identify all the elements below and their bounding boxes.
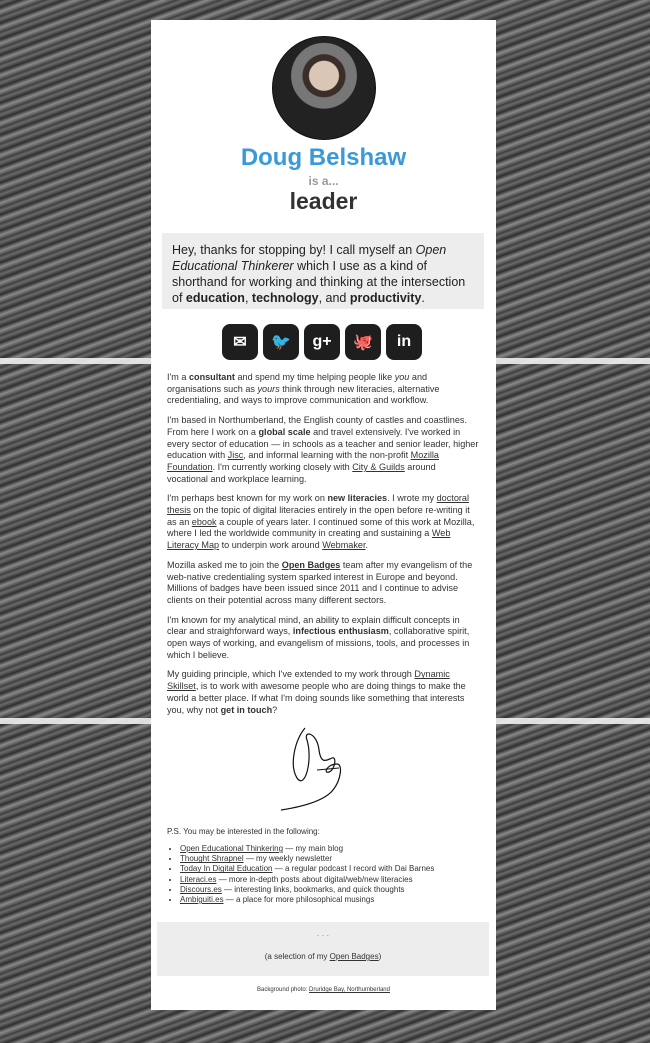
ebook-link[interactable]: ebook xyxy=(191,516,217,527)
bio-text xyxy=(167,372,479,724)
bio-paragraph: My guiding principle, which I've extended to my work through Dynamic Skillset, is to work with awesome people who are doing things to make the world a better place. If what I'm doing sounds like something that interests you, why not get in touch? xyxy=(167,669,466,715)
bio-paragraph: I'm known for my analytical mind, an ability to explain difficult concepts in clear and straighforward ways, infectious enthusiasm, collaborative spirit, open ways of working, and evangelism of missions, tools, and processes in which I believe. xyxy=(167,614,470,660)
list-item: • Discours.es — interesting links, bookmarks, and quick thoughts xyxy=(180,885,480,895)
signature xyxy=(277,720,357,815)
background-photo-link[interactable]: Druridge Bay, Northumberland xyxy=(309,987,390,993)
intro-text: Hey, thanks for stopping by! I call myself an xyxy=(172,243,416,257)
profile-card xyxy=(151,20,496,1010)
github-icon[interactable]: 🐙 xyxy=(345,324,381,360)
list-item: • Ambiguiti.es — a place for more philosophical musings xyxy=(180,895,480,905)
bio-paragraph: I'm perhaps best known for my work on new literacies. I wrote my doctoral thesis on the topic of digital literacies entirely in the open before re-writing it as an ebook a couple of years later. I continued some of this work at Mozilla, where I led the worldwide community in creating and sustaining a Web Literacy Map to underpin work around Webmaker. xyxy=(167,493,475,551)
open-badges-link[interactable]: Open Badges xyxy=(281,559,341,570)
background-credit: Background photo: Druridge Bay, Northumberland xyxy=(257,987,390,993)
email-icon[interactable]: ✉ xyxy=(222,324,258,360)
selection-caption: (a selection of my Open Badges) xyxy=(264,952,382,961)
list-item: • Literaci.es — more in-depth posts about digital/web/new literacies xyxy=(180,875,480,885)
badges-selection xyxy=(157,922,489,976)
linkedin-icon[interactable]: in xyxy=(386,324,422,360)
link-thought-shrapnel[interactable]: Thought Shrapnel xyxy=(180,854,244,864)
link-today-in-digital-education[interactable]: Today In Digital Education xyxy=(180,864,273,874)
city-guilds-link[interactable]: City & Guilds xyxy=(352,461,405,472)
link-open-educational-thinkering[interactable]: Open Educational Thinkering xyxy=(180,844,284,853)
is-a-label: is a... xyxy=(308,174,339,188)
google-plus-icon[interactable]: g+ xyxy=(304,324,340,360)
bio-paragraph: Mozilla asked me to join the Open Badges team after my evangelism of the web-native credentialing system sparked interest in Europe and beyond. Millions of badges have been issued since 2011 and I continue to advise clients on their potential across many different sectors. xyxy=(167,559,473,605)
list-item: • Open Educational Thinkering — my main blog xyxy=(180,844,480,854)
role-text: leader xyxy=(289,188,358,214)
jisc-link[interactable]: Jisc xyxy=(227,450,244,461)
intro-text: , xyxy=(244,291,252,305)
ps-text: P.S. You may be interested in the following: xyxy=(167,827,320,836)
open-badges-selection-link[interactable]: Open Badges xyxy=(329,952,379,961)
intro-text: , and xyxy=(318,291,350,305)
intro-bold: education xyxy=(185,291,245,305)
intro-emphasis: Open Educational Thinkerer xyxy=(172,243,447,273)
related-links xyxy=(167,844,480,905)
link-literacies[interactable]: Literaci.es xyxy=(180,874,217,884)
bio-paragraph: I'm based in Northumberland, the English county of castles and coastlines. From here I work on a global scale and travel extensively. I've worked in every sector of education — in schools as a teacher and senior leader, higher education with Jisc, and informal learning with the non-profit Mozilla Foundation. I'm currently working closely with City & Guilds around vocational and workplace learning. xyxy=(167,415,479,484)
social-links xyxy=(222,324,422,360)
web-literacy-map-link[interactable]: Web Literacy Map xyxy=(167,528,451,551)
intro-bold: technology xyxy=(251,291,319,305)
twitter-icon[interactable]: 🐦 xyxy=(263,324,299,360)
link-discourses[interactable]: Discours.es xyxy=(180,884,222,894)
list-item: • Today In Digital Education — a regular podcast I record with Dai Barnes xyxy=(180,864,480,874)
dynamic-skillset-link[interactable]: Dynamic Skillset xyxy=(167,669,450,692)
avatar xyxy=(272,36,376,140)
list-item: • Thought Shrapnel — my weekly newsletter xyxy=(180,854,480,864)
webmaker-link[interactable]: Webmaker xyxy=(322,540,366,551)
intro-text: . xyxy=(421,291,425,305)
intro-bold: productivity xyxy=(349,291,422,305)
intro-text: which I use as a kind of shorthand for working and thinking at the intersection of xyxy=(172,259,466,305)
link-ambiguities[interactable]: Ambiguiti.es xyxy=(180,895,224,905)
intro-box xyxy=(162,233,484,309)
dots: · · · xyxy=(316,931,330,940)
profile-name: Doug Belshaw xyxy=(240,144,407,171)
bio-paragraph: I'm a consultant and spend my time helping people like you and organisations such as yours think through new literacies, alternative credentialing, and ways to improve communication and workflow. xyxy=(167,372,440,406)
mozilla-foundation-link[interactable]: Mozilla Foundation xyxy=(167,450,439,472)
doctoral-thesis-link[interactable]: doctoral thesis xyxy=(167,493,469,516)
